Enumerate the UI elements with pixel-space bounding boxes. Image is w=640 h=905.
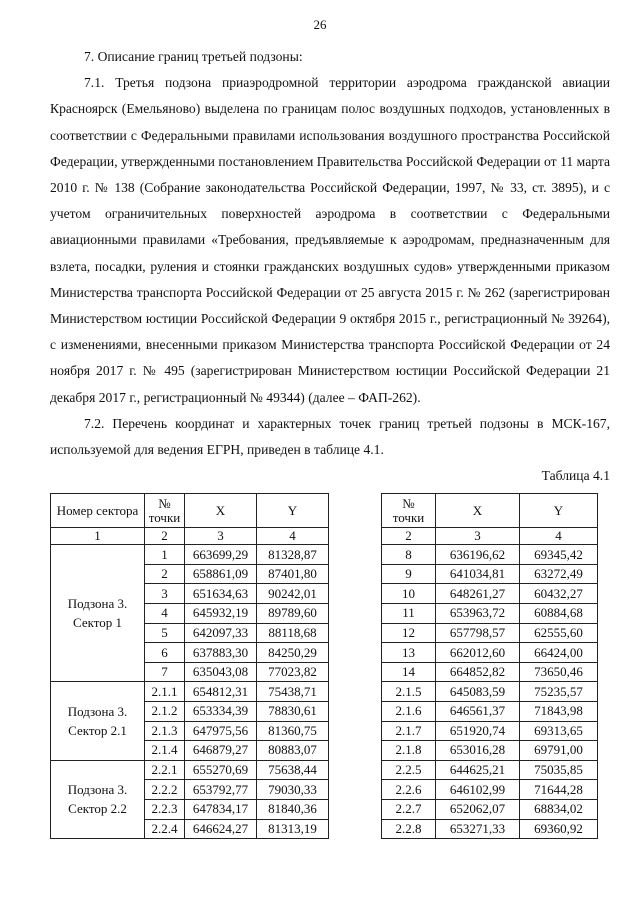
column-number: 3	[436, 528, 520, 545]
x-coordinate: 637883,30	[185, 643, 257, 663]
x-coordinate: 635043,08	[185, 662, 257, 682]
point-number: 8	[382, 545, 436, 565]
x-coordinate: 636196,62	[436, 545, 520, 565]
x-coordinate: 657798,57	[436, 623, 520, 643]
table-row	[51, 545, 329, 565]
column-number-row	[382, 528, 598, 545]
point-number: 2.1.3	[145, 721, 185, 741]
x-coordinate: 647834,17	[185, 799, 257, 819]
point-number: 13	[382, 643, 436, 663]
y-coordinate: 87401,80	[257, 564, 329, 584]
table-row	[382, 564, 598, 584]
point-number: 2.1.2	[145, 702, 185, 722]
header-sector: Номер сектора	[51, 494, 145, 528]
point-number: 2.2.7	[382, 799, 436, 819]
point-number: 2.1.6	[382, 702, 436, 722]
column-number: 4	[257, 528, 329, 545]
y-coordinate: 69313,65	[520, 721, 598, 741]
x-coordinate: 651634,63	[185, 584, 257, 604]
point-number: 4	[145, 604, 185, 624]
table-row	[382, 584, 598, 604]
x-coordinate: 662012,60	[436, 643, 520, 663]
point-number: 2.2.1	[145, 760, 185, 780]
y-coordinate: 73650,46	[520, 662, 598, 682]
point-number: 10	[382, 584, 436, 604]
table-row	[382, 780, 598, 800]
y-coordinate: 84250,29	[257, 643, 329, 663]
table-row	[382, 702, 598, 722]
paragraph-7-1: 7.1. Третья подзона приаэродромной территории аэродрома гражданской авиации Красноярск (Емельяново) выделена по границам полос воздушных подходов, установленных в соответствии с Федеральными правилами использования воздушного пространства Российской Федерации, утвержденными постановлением Правительства Российской Федерации от 11 марта 2010 г. № 138 (Собрание законодательства Российской Федерации, 1997, № 33, ст. 3895), и с учетом ограничительных поверхностей аэродрома в соответствии с Федеральными авиационными правилами «Требования, предъявляемые к аэродромам, предназначенным для взлета, посадки, руления и стоянки гражданских воздушных судов» утвержденными приказом Министерства транспорта Российской Федерации от 25 августа 2015 г. № 262 (зарегистрирован Министерством юстиции Российской Федерации 9 октября 2015 г., регистрационный № 39264), с изменениями, внесенными приказом Министерства транспорта Российской Федерации от 24 ноября 2017 г. № 495 (зарегистрирован Министерством юстиции Российской Федерации 21 декабря 2017 г., регистрационный № 49344) (далее – ФАП-262).	[50, 75, 610, 405]
y-coordinate: 89789,60	[257, 604, 329, 624]
y-coordinate: 69360,92	[520, 819, 598, 839]
x-coordinate: 646624,27	[185, 819, 257, 839]
point-number: 2.2.2	[145, 780, 185, 800]
x-coordinate: 654812,31	[185, 682, 257, 702]
x-coordinate: 653963,72	[436, 604, 520, 624]
column-number: 2	[145, 528, 185, 545]
header-point: № точки	[145, 494, 185, 528]
table-caption: Таблица 4.1	[541, 468, 610, 484]
point-number: 2.2.4	[145, 819, 185, 839]
y-coordinate: 71843,98	[520, 702, 598, 722]
x-coordinate: 648261,27	[436, 584, 520, 604]
point-number: 2.1.1	[145, 682, 185, 702]
table-header-row	[382, 494, 598, 528]
y-coordinate: 60432,27	[520, 584, 598, 604]
document-body	[50, 44, 610, 836]
x-coordinate: 644625,21	[436, 760, 520, 780]
header-x: X	[436, 494, 520, 528]
table-row	[382, 662, 598, 682]
y-coordinate: 77023,82	[257, 662, 329, 682]
x-coordinate: 651920,74	[436, 721, 520, 741]
table-row	[382, 741, 598, 761]
x-coordinate: 646879,27	[185, 741, 257, 761]
x-coordinate: 653271,33	[436, 819, 520, 839]
y-coordinate: 62555,60	[520, 623, 598, 643]
table-row	[382, 545, 598, 565]
table-row	[382, 799, 598, 819]
table-row	[382, 623, 598, 643]
y-coordinate: 80883,07	[257, 741, 329, 761]
y-coordinate: 90242,01	[257, 584, 329, 604]
point-number: 2.1.7	[382, 721, 436, 741]
column-number-row	[51, 528, 329, 545]
sector-name: Подзона 3. Сектор 2.2	[51, 760, 145, 838]
y-coordinate: 63272,49	[520, 564, 598, 584]
table-row	[382, 721, 598, 741]
x-coordinate: 652062,07	[436, 799, 520, 819]
x-coordinate: 655270,69	[185, 760, 257, 780]
point-number: 5	[145, 623, 185, 643]
point-number: 2.1.8	[382, 741, 436, 761]
coordinates-tables	[50, 493, 610, 836]
point-number: 9	[382, 564, 436, 584]
x-coordinate: 664852,82	[436, 662, 520, 682]
x-coordinate: 646102,99	[436, 780, 520, 800]
section-heading: 7. Описание границ третьей подзоны:	[84, 49, 303, 64]
page-number: 26	[313, 17, 327, 32]
point-number: 11	[382, 604, 436, 624]
point-number: 7	[145, 662, 185, 682]
point-number: 3	[145, 584, 185, 604]
point-number: 2.2.5	[382, 760, 436, 780]
column-number: 4	[520, 528, 598, 545]
point-number: 2.1.4	[145, 741, 185, 761]
point-number: 14	[382, 662, 436, 682]
point-number: 6	[145, 643, 185, 663]
x-coordinate: 647975,56	[185, 721, 257, 741]
table-row	[51, 682, 329, 702]
column-number: 1	[51, 528, 145, 545]
point-number: 2	[145, 564, 185, 584]
table-header-row	[51, 494, 329, 528]
x-coordinate: 653792,77	[185, 780, 257, 800]
y-coordinate: 69345,42	[520, 545, 598, 565]
y-coordinate: 75235,57	[520, 682, 598, 702]
y-coordinate: 81328,87	[257, 545, 329, 565]
point-number: 12	[382, 623, 436, 643]
header-point: № точки	[382, 494, 436, 528]
x-coordinate: 653016,28	[436, 741, 520, 761]
table-row	[382, 819, 598, 839]
table-row	[382, 604, 598, 624]
x-coordinate: 642097,33	[185, 623, 257, 643]
x-coordinate: 645932,19	[185, 604, 257, 624]
point-number: 2.2.3	[145, 799, 185, 819]
point-number: 2.1.5	[382, 682, 436, 702]
x-coordinate: 641034,81	[436, 564, 520, 584]
y-coordinate: 60884,68	[520, 604, 598, 624]
y-coordinate: 81840,36	[257, 799, 329, 819]
point-number: 1	[145, 545, 185, 565]
y-coordinate: 79030,33	[257, 780, 329, 800]
y-coordinate: 68834,02	[520, 799, 598, 819]
x-coordinate: 645083,59	[436, 682, 520, 702]
sector-name: Подзона 3. Сектор 2.1	[51, 682, 145, 760]
table-row	[382, 643, 598, 663]
header-y: Y	[520, 494, 598, 528]
column-number: 2	[382, 528, 436, 545]
header-y: Y	[257, 494, 329, 528]
coordinates-table-left	[50, 493, 329, 839]
coordinates-table-right	[381, 493, 598, 839]
sector-name: Подзона 3. Сектор 1	[51, 545, 145, 682]
paragraph-7-2: 7.2. Перечень координат и характерных точек границ третьей подзоны в МСК-167, используемой для ведения ЕГРН, приведен в таблице 4.1.	[50, 415, 610, 458]
table-row	[382, 682, 598, 702]
y-coordinate: 66424,00	[520, 643, 598, 663]
y-coordinate: 81360,75	[257, 721, 329, 741]
column-number: 3	[185, 528, 257, 545]
table-row	[51, 760, 329, 780]
x-coordinate: 653334,39	[185, 702, 257, 722]
table-row	[382, 760, 598, 780]
y-coordinate: 75035,85	[520, 760, 598, 780]
y-coordinate: 78830,61	[257, 702, 329, 722]
header-x: X	[185, 494, 257, 528]
y-coordinate: 81313,19	[257, 819, 329, 839]
x-coordinate: 646561,37	[436, 702, 520, 722]
point-number: 2.2.6	[382, 780, 436, 800]
y-coordinate: 88118,68	[257, 623, 329, 643]
y-coordinate: 75638,44	[257, 760, 329, 780]
y-coordinate: 71644,28	[520, 780, 598, 800]
y-coordinate: 69791,00	[520, 741, 598, 761]
y-coordinate: 75438,71	[257, 682, 329, 702]
point-number: 2.2.8	[382, 819, 436, 839]
x-coordinate: 658861,09	[185, 564, 257, 584]
x-coordinate: 663699,29	[185, 545, 257, 565]
